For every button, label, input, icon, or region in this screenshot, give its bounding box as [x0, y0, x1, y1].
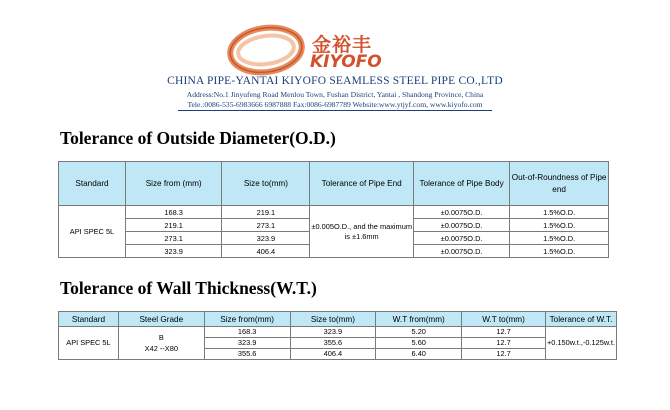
col-header-size-to: Size to(mm)	[222, 162, 310, 206]
col-header-size-from: Size from (mm)	[125, 162, 221, 206]
size-to-cell: 355.6	[290, 338, 376, 349]
standard-cell: API SPEC 5L	[59, 206, 126, 258]
col-header-steel-grade: Steel Grade	[118, 312, 204, 327]
col-header-size-to: Size to(mm)	[290, 312, 376, 327]
size-to-cell: 406.4	[222, 245, 310, 258]
table-header-row	[59, 312, 617, 327]
wt-to-cell: 12.7	[462, 349, 546, 360]
company-contact: Tele.:0086-535-6983666 6987888 Fax:0086-6987789 Website:www.ytjyf.com, www.kiyofo.com	[187, 100, 483, 109]
steel-grade-line: B	[158, 333, 164, 342]
col-header-standard: Standard	[59, 312, 119, 327]
size-to-cell: 273.1	[222, 219, 310, 232]
standard-cell: API SPEC 5L	[59, 327, 119, 360]
od-section-title: Tolerance of Outside Diameter(O.D.)	[60, 128, 336, 148]
brand-chinese-name: 金裕丰	[312, 34, 373, 56]
pipe-body-cell: ±0.0075O.D.	[413, 206, 509, 219]
col-header-wt-to: W.T to(mm)	[462, 312, 546, 327]
wt-from-cell: 5.60	[376, 338, 462, 349]
pipe-body-cell: ±0.0075O.D.	[413, 232, 509, 245]
size-to-cell: 219.1	[222, 206, 310, 219]
size-from-cell: 323.9	[204, 338, 290, 349]
wt-tolerance-cell: +0.150w.t.,-0.125w.t.	[545, 327, 616, 360]
col-header-pipe-body: Tolerance of Pipe Body	[413, 162, 509, 206]
size-from-cell: 273.1	[125, 232, 221, 245]
header-divider	[178, 110, 492, 111]
size-to-cell: 406.4	[290, 349, 376, 360]
pipe-body-cell: ±0.0075O.D.	[413, 219, 509, 232]
size-from-cell: 168.3	[125, 206, 221, 219]
table-row	[59, 206, 609, 219]
company-address: Address:No.1 Jinyufeng Road Menlou Town, Fushan District, Yantai , Shandong Province, China	[186, 90, 484, 99]
pipe-end-tolerance-cell: ±0.005O.D., and the maximum is ±1.6mm	[310, 206, 413, 258]
steel-grade-cell	[118, 327, 204, 360]
ovality-cell: 1.5%O.D.	[510, 245, 609, 258]
col-header-out-of-roundness: Out-of-Roundness of Pipe end	[510, 162, 609, 206]
col-header-size-from: Size from(mm)	[204, 312, 290, 327]
col-header-wt-tolerance: Tolerance of W.T.	[545, 312, 616, 327]
wt-to-cell: 12.7	[462, 327, 546, 338]
wt-from-cell: 5.20	[376, 327, 462, 338]
col-header-standard: Standard	[59, 162, 126, 206]
brand-english-name: KIYOFO	[310, 52, 382, 72]
company-name: CHINA PIPE-YANTAI KIYOFO SEAMLESS STEEL PIPE CO.,LTD	[167, 75, 503, 87]
size-from-cell: 219.1	[125, 219, 221, 232]
ovality-cell: 1.5%O.D.	[510, 219, 609, 232]
size-from-cell: 323.9	[125, 245, 221, 258]
ovality-cell: 1.5%O.D.	[510, 206, 609, 219]
size-to-cell: 323.9	[222, 232, 310, 245]
kiyofo-ring-logo	[226, 22, 306, 78]
size-to-cell: 323.9	[290, 327, 376, 338]
ovality-cell: 1.5%O.D.	[510, 232, 609, 245]
od-tolerance-table	[58, 161, 609, 258]
table-row	[59, 327, 617, 338]
wt-section-title: Tolerance of Wall Thickness(W.T.)	[60, 278, 317, 298]
col-header-pipe-end: Tolerance of Pipe End	[310, 162, 413, 206]
wt-tolerance-table	[58, 311, 617, 360]
pipe-body-cell: ±0.0075O.D.	[413, 245, 509, 258]
steel-grade-line: X42 --X80	[144, 344, 178, 353]
letterhead	[0, 0, 670, 118]
col-header-wt-from: W.T from(mm)	[376, 312, 462, 327]
size-from-cell: 168.3	[204, 327, 290, 338]
wt-from-cell: 6.40	[376, 349, 462, 360]
size-from-cell: 355.6	[204, 349, 290, 360]
wt-to-cell: 12.7	[462, 338, 546, 349]
table-header-row	[59, 162, 609, 206]
